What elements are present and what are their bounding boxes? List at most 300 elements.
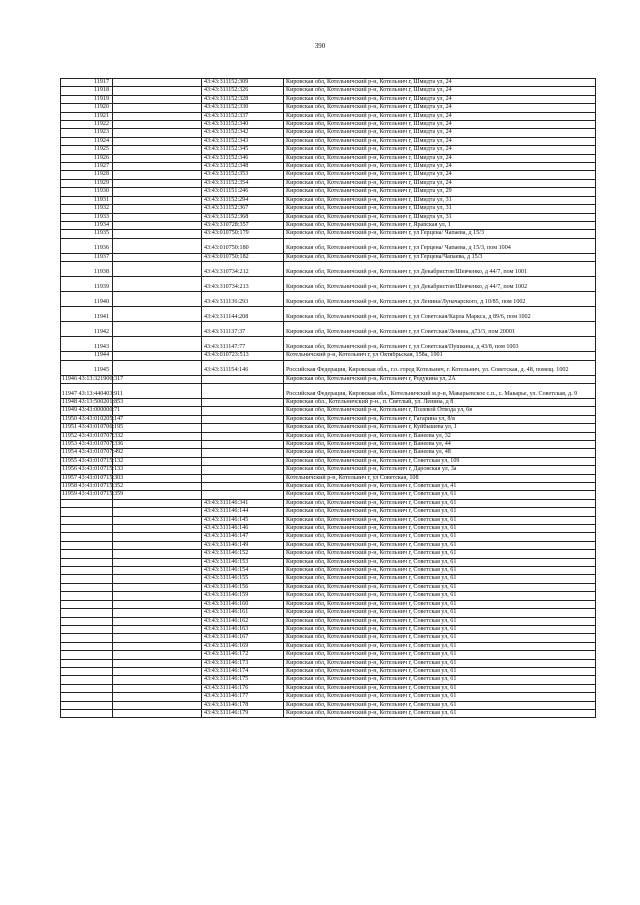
table-row: [61, 352, 596, 360]
table-cell-n: 11941: [61, 307, 113, 322]
table-cell-addr: Кировская обл, Котельничский р-н, Котельнич г, ул Герцена/Чапаева, д 15/3: [284, 253, 596, 261]
table-cell-a: [113, 352, 202, 360]
table-cell-b: 43:43:311152:337: [202, 112, 284, 120]
table-cell-a: [113, 337, 202, 352]
table-cell-n: 11935: [61, 230, 113, 238]
table-cell-b: 43:43:311146:175: [202, 676, 284, 684]
table-row: [61, 137, 596, 145]
table-cell-b: 43:43:010723:513: [202, 352, 284, 360]
table-cell-addr: Кировская обл, Котельничский р-н, Котельнич г, ул Советская/Карла Маркса, д 89/6, пом 1002: [284, 307, 596, 322]
table-cell-b: 43:43:010750:182: [202, 253, 284, 261]
table-cell-a: [113, 609, 202, 617]
table-cell-addr: Кировская обл, Котельничский р-н, Котельнич г, Шмидта ул, 24: [284, 146, 596, 154]
table-cell-addr: Кировская обл, Котельничский р-н, Котельнич г, Куйбышева ул, 1: [284, 424, 596, 432]
table-cell-a: [113, 567, 202, 575]
table-cell-a: [113, 541, 202, 549]
table-row: [61, 667, 596, 675]
table-cell-b: 43:43:311136:293: [202, 292, 284, 307]
table-cell-addr: Кировская обл, Котельничский р-н, Котельнич г, Советская ул, 61: [284, 525, 596, 533]
table-cell-n: [61, 659, 113, 667]
table-cell-b: [202, 375, 284, 383]
table-cell-n: 11954 43:43:010707:492: [62, 449, 124, 456]
table-cell-addr: Котельничский р-н, Котельнич г, ул Советская, 108: [284, 474, 596, 482]
table-row: [61, 466, 596, 474]
table-cell-addr: Кировская обл, Котельничский р-н, Котельнич г, Советская ул, 41: [284, 483, 596, 491]
table-cell-n: [61, 709, 113, 717]
table-row: [61, 205, 596, 213]
table-cell-b: [202, 383, 284, 398]
table-row: [61, 307, 596, 322]
table-row: [61, 221, 596, 229]
table-cell-addr: Кировская обл, Котельничский р-н, Котельнич г, Советская ул, 61: [284, 667, 596, 675]
table-cell-b: 43:43:311152:326: [202, 87, 284, 95]
table-cell-a: [113, 87, 202, 95]
table-cell-addr: Кировская обл, Котельничский р-н, Котельнич г, Советская ул, 61: [284, 693, 596, 701]
table-cell-a: [113, 277, 202, 292]
table-row: [61, 262, 596, 277]
table-cell-b: 43:43:311146:160: [202, 600, 284, 608]
table-cell-b: 43:43:311146:147: [202, 533, 284, 541]
table-cell-a: [113, 196, 202, 204]
table-cell-addr: Кировская обл, Котельничский р-н, Котельнич г, Шмидта ул, 24: [284, 129, 596, 137]
table-cell-addr: Кировская обл, Котельничский р-н, Котельнич г, Советская ул, 61: [284, 491, 596, 499]
table-cell-n: [61, 701, 113, 709]
table-cell-addr: Кировская обл, Котельничский р-н, Котельнич г, ул Декабристов/Шевченко, д 44/7, пом 1001: [284, 262, 596, 277]
table-cell-b: 43:43:311146:173: [202, 659, 284, 667]
table-cell-n: 11944: [61, 352, 113, 360]
table-cell-a: [113, 179, 202, 187]
table-row: [61, 449, 596, 457]
table-cell-a: [113, 238, 202, 253]
table-cell-n: [61, 651, 113, 659]
table-cell-a: [113, 625, 202, 633]
table-cell-a: [113, 104, 202, 112]
table-cell-b: 43:43:311146:149: [202, 541, 284, 549]
table-row: [61, 322, 596, 337]
table-cell-addr: Кировская обл, Котельничский р-н, Котельнич г, ул Советская/Ленина, д73/3, пом 20001: [284, 322, 596, 337]
table-cell-n: 11921: [61, 112, 113, 120]
table-cell-b: 43:43:311146:163: [202, 625, 284, 633]
table-cell-n: 11924: [61, 137, 113, 145]
table-cell-b: 43:43:311144:208: [202, 307, 284, 322]
table-row: [61, 474, 596, 482]
table-cell-addr: Кировская обл, Котельничский р-н, Котельнич г, Советская ул, 61: [284, 541, 596, 549]
table-cell-a: [113, 322, 202, 337]
table-cell-b: 43:43:311146:167: [202, 634, 284, 642]
table-cell-addr: Кировская обл, Котельничский р-н, Котельнич г, Советская ул, 61: [284, 651, 596, 659]
table-cell-n: 11918: [61, 87, 113, 95]
table-row: [61, 213, 596, 221]
table-cell-n: [61, 533, 113, 541]
table-cell-n: 11957 43:43:010715:303: [62, 474, 124, 481]
table-cell-n: 11939: [61, 277, 113, 292]
table-cell-b: 43:43:311146:179: [202, 709, 284, 717]
table-row: [61, 558, 596, 566]
table-row: [61, 483, 596, 491]
table-cell-b: 43:43:311146:341: [202, 499, 284, 507]
table-cell-addr: Кировская обл, Котельничский р-н, Котельнич г, ул Ленина/Луначарского, д 10/85, пом 1002: [284, 292, 596, 307]
table-cell-n: [61, 600, 113, 608]
table-row: [61, 95, 596, 103]
table-cell-b: 43:43:311154:146: [202, 360, 284, 375]
table-cell-addr: Кировская обл, Котельничский р-н, Котельнич г, Шмидта ул, 24: [284, 171, 596, 179]
table-cell-addr: Кировская обл, Котельничский р-н, Котельнич г, Советская ул, 61: [284, 550, 596, 558]
table-cell-n: 11933: [61, 213, 113, 221]
table-cell-b: 43:43:311146:155: [202, 575, 284, 583]
table-row: [61, 693, 596, 701]
table-cell-addr: Кировская обл, Котельничский р-н, Котельнич г, Советская ул, 109: [284, 457, 596, 465]
table-row: [61, 533, 596, 541]
table-cell-b: 43:43:011151:246: [202, 188, 284, 196]
table-cell-b: [202, 440, 284, 448]
table-cell-b: 43:43:010750:179: [202, 230, 284, 238]
table-cell-addr: Кировская обл, Котельничский р-н, Котельнич г, Советская ул, 61: [284, 659, 596, 667]
table-cell-n: [61, 634, 113, 642]
table-cell-n: [61, 550, 113, 558]
table-cell-b: 43:43:010750:180: [202, 238, 284, 253]
table-cell-n: 11920: [61, 104, 113, 112]
table-cell-b: 43:43:311152:354: [202, 179, 284, 187]
table-cell-a: [113, 253, 202, 261]
table-cell-b: [202, 474, 284, 482]
table-cell-n: 11945: [61, 360, 113, 375]
table-cell-b: 43:43:311152:346: [202, 154, 284, 162]
table-cell-n: 11948 43:13:500201:853: [62, 398, 124, 405]
table-row: [61, 499, 596, 507]
table-row: [61, 292, 596, 307]
table-row: [61, 196, 596, 204]
table-cell-n: [61, 558, 113, 566]
table-cell-b: 43:43:311146:177: [202, 693, 284, 701]
table-cell-a: [113, 693, 202, 701]
table-cell-addr: Кировская обл, Котельничский р-н, Котельнич г, Советская ул, 61: [284, 575, 596, 583]
table-cell-b: 43:43:311146:146: [202, 525, 284, 533]
table-cell-a: [113, 592, 202, 600]
table-cell-n: 11949 43:43:000000:71: [62, 407, 121, 414]
table-row: [61, 337, 596, 352]
table-cell-b: 43:43:311146:153: [202, 558, 284, 566]
table-cell-n: 11925: [61, 146, 113, 154]
table-cell-addr: Кировская обл, Котельничский р-н, Котельнич г, Советская ул, 61: [284, 609, 596, 617]
table-cell-addr: Кировская обл, Котельничский р-н, Котельнич г, Советская ул, 61: [284, 642, 596, 650]
table-cell-addr: Кировская обл, Котельничский р-н, Котельнич г, Советская ул, 61: [284, 617, 596, 625]
table-row: [61, 179, 596, 187]
table-cell-n: 11919: [61, 95, 113, 103]
table-cell-n: [61, 541, 113, 549]
table-row: [61, 121, 596, 129]
table-row: [61, 457, 596, 465]
table-cell-addr: Кировская обл, Котельничский р-н, Котельнич г, Советская ул, 61: [284, 600, 596, 608]
table-cell-b: 43:43:311146:156: [202, 583, 284, 591]
table-cell-n: 11959 43:43:010715:359: [62, 491, 124, 498]
table-cell-addr: Кировская обл, Котельничский р-н, Котельнич г, Шмидта ул, 29: [284, 188, 596, 196]
table-cell-addr: Кировская обл, Котельничский р-н, Котельнич г, Советская ул, 61: [284, 558, 596, 566]
table-cell-b: 43:43:311147:77: [202, 337, 284, 352]
table-cell-n: 11950 43:43:010205:147: [62, 415, 124, 422]
table-cell-addr: Кировская обл, Котельничский р-н, Котельнич г, Родукина ул, 2А: [284, 375, 596, 383]
table-cell-addr: Кировская обл, Котельничский р-н, Котельнич г, ул Советская/Пушкина, д 43/8, пом 1003: [284, 337, 596, 352]
table-cell-a: [113, 121, 202, 129]
table-row: [61, 432, 596, 440]
table-row: [61, 516, 596, 524]
table-cell-a: [113, 375, 202, 383]
table-cell-a: [113, 154, 202, 162]
table-cell-b: 43:43:311146:154: [202, 567, 284, 575]
table-cell-b: 43:43:311146:176: [202, 684, 284, 692]
table-cell-a: [113, 398, 202, 406]
table-cell-n: 11929: [61, 179, 113, 187]
table-row: [61, 112, 596, 120]
table-cell-a: [113, 583, 202, 591]
table-cell-addr: Кировская обл, Котельничский р-н, Котельнич г, Шмидта ул, 24: [284, 79, 596, 87]
table-row: [61, 129, 596, 137]
table-cell-a: [113, 667, 202, 675]
table-row: [61, 491, 596, 499]
table-cell-b: [202, 424, 284, 432]
table-cell-b: [202, 491, 284, 499]
table-cell-a: [113, 163, 202, 171]
table-cell-a: [113, 171, 202, 179]
table-cell-n: 11942: [61, 322, 113, 337]
table-cell-a: [113, 575, 202, 583]
table-cell-a: [113, 558, 202, 566]
table-cell-n: 11931: [61, 196, 113, 204]
table-cell-n: [61, 592, 113, 600]
table-cell-addr: Российская Федерация, Кировская обл., Котельничский м.р-н, Макарьевское с.п., с. Макарье, ул. Советская, д. 9: [284, 383, 596, 398]
table-row: [61, 154, 596, 162]
table-row: [61, 79, 596, 87]
table-cell-n: [61, 625, 113, 633]
table-cell-addr: Кировская обл, Котельничский р-н, Котельнич г, ул Герцена/ Чапаева, д 15/3: [284, 230, 596, 238]
table-row: [61, 525, 596, 533]
table-row: [61, 146, 596, 154]
table-cell-addr: Кировская обл, Котельничский р-н, Котельнич г, ул Декабристов/Шевченко, д 44/7, пом 1002: [284, 277, 596, 292]
table-cell-b: 43:43:311146:159: [202, 592, 284, 600]
table-cell-a: [113, 457, 202, 465]
table-cell-addr: Кировская обл., Котельничский р-н., п. Светлый, ул. Ленина, д 8: [284, 398, 596, 406]
table-cell-n: 11927: [61, 163, 113, 171]
table-cell-n: [61, 676, 113, 684]
table-row: [61, 407, 596, 415]
table-cell-b: [202, 466, 284, 474]
table-cell-addr: Кировская обл, Котельничский р-н, Котельнич г, Советская ул, 61: [284, 709, 596, 717]
table-cell-a: [113, 137, 202, 145]
table-cell-addr: Кировская обл, Котельничский р-н, Котельнич г, Шмидта ул, 24: [284, 87, 596, 95]
table-row: [61, 104, 596, 112]
table-cell-a: [113, 491, 202, 499]
registry-table-body: [61, 79, 596, 718]
table-cell-a: [113, 533, 202, 541]
table-row: [61, 600, 596, 608]
table-cell-addr: Кировская обл, Котельничский р-н, Котельнич г, Шмидта ул, 24: [284, 121, 596, 129]
table-cell-b: [202, 483, 284, 491]
table-cell-a: [113, 440, 202, 448]
table-row: [61, 617, 596, 625]
table-cell-addr: Кировская обл, Котельничский р-н, Котельнич г, Шмидта ул, 24: [284, 179, 596, 187]
table-cell-b: 43:43:311146:161: [202, 609, 284, 617]
table-cell-addr: Кировская обл, Котельничский р-н, Котельнич г, Советская ул, 61: [284, 516, 596, 524]
table-row: [61, 609, 596, 617]
table-cell-addr: Кировская обл, Котельничский р-н, Котельнич г, ул Герцена/ Чапаева, д 15/3, пом 1004: [284, 238, 596, 253]
table-row: [61, 398, 596, 406]
table-cell-b: 43:43:310728:357: [202, 221, 284, 229]
table-cell-a: [113, 424, 202, 432]
table-cell-b: [202, 449, 284, 457]
table-cell-addr: Кировская обл, Котельничский р-н, Котельнич г, Шмидта ул, 31: [284, 213, 596, 221]
table-cell-a: [113, 516, 202, 524]
table-row: [61, 360, 596, 375]
page-number: 390: [314, 42, 326, 50]
table-cell-a: [113, 146, 202, 154]
table-cell-a: [113, 709, 202, 717]
table-row: [61, 440, 596, 448]
table-row: [61, 188, 596, 196]
table-cell-a: [113, 508, 202, 516]
table-cell-a: [113, 79, 202, 87]
table-row: [61, 171, 596, 179]
table-cell-a: [113, 634, 202, 642]
table-cell-n: 11936: [61, 238, 113, 253]
table-row: [61, 277, 596, 292]
table-row: [61, 701, 596, 709]
table-cell-a: [113, 617, 202, 625]
table-cell-n: [61, 617, 113, 625]
table-cell-addr: Кировская обл, Котельничский р-н, Котельнич г, Ярanская ул, 1: [284, 221, 596, 229]
table-cell-a: [113, 188, 202, 196]
table-cell-a: [113, 466, 202, 474]
table-cell-a: [113, 307, 202, 322]
table-cell-addr: Кировская обл, Котельничский р-н, Котельнич г, Ванеева ул, 48: [284, 449, 596, 457]
table-cell-a: [113, 600, 202, 608]
table-cell-a: [113, 213, 202, 221]
table-cell-addr: Кировская обл, Котельничский р-н, Котельнич г, Советская ул, 61: [284, 684, 596, 692]
table-row: [61, 375, 596, 383]
table-cell-b: 43:43:311152:330: [202, 104, 284, 112]
table-cell-n: [61, 693, 113, 701]
table-cell-addr: Кировская обл, Котельничский р-н, Котельнич г, Шмидта ул, 24: [284, 137, 596, 145]
table-cell-n: 11923: [61, 129, 113, 137]
table-cell-a: [113, 449, 202, 457]
table-row: [61, 87, 596, 95]
table-cell-addr: Кировская обл, Котельничский р-н, Котельнич г, Советская ул, 61: [284, 676, 596, 684]
table-cell-addr: Кировская обл, Котельничский р-н, Котельнич г, Шмидта ул, 24: [284, 104, 596, 112]
table-cell-n: 11928: [61, 171, 113, 179]
table-cell-n: 11932: [61, 205, 113, 213]
table-cell-addr: Кировская обл, Котельничский р-н, Котельнич г, Советская ул, 61: [284, 533, 596, 541]
table-cell-n: 11947 43:13:440403:911: [61, 383, 113, 398]
table-cell-n: [61, 667, 113, 675]
table-cell-b: 43:43:311146:162: [202, 617, 284, 625]
registry-table: [60, 78, 596, 718]
table-row: [61, 424, 596, 432]
table-cell-addr: Кировская обл, Котельничский р-н, Котельнич г, Шмидта ул, 24: [284, 95, 596, 103]
table-cell-a: [113, 701, 202, 709]
table-cell-a: [113, 95, 202, 103]
table-cell-addr: Кировская обл, Котельничский р-н, Котельнич г, Гагарина ул, 8/в: [284, 415, 596, 423]
table-cell-a: [113, 407, 202, 415]
table-cell-addr: Кировская обл, Котельничский р-н, Котельнич г, Ванеева ул, 44: [284, 440, 596, 448]
table-cell-a: [113, 659, 202, 667]
table-cell-n: 11953 43:43:010707:336: [62, 440, 124, 447]
table-cell-b: 43:43:311152:343: [202, 137, 284, 145]
table-cell-b: 43:43:311146:169: [202, 642, 284, 650]
table-cell-n: 11934: [61, 221, 113, 229]
table-cell-b: 43:43:311137:37: [202, 322, 284, 337]
table-cell-n: 11946 43:13:321906:317: [62, 375, 124, 382]
table-cell-b: [202, 457, 284, 465]
table-cell-addr: Кировская обл, Котельничский р-н, Котельнич г, Советская ул, 61: [284, 634, 596, 642]
table-row: [61, 383, 596, 398]
table-cell-n: [61, 642, 113, 650]
table-row: [61, 592, 596, 600]
table-cell-a: [113, 432, 202, 440]
table-cell-b: [202, 407, 284, 415]
table-cell-addr: Кировская обл, Котельничский р-н, Котельнич г, Советская ул, 61: [284, 567, 596, 575]
table-cell-b: 43:43:311152:294: [202, 196, 284, 204]
table-cell-a: [113, 474, 202, 482]
table-cell-a: [113, 230, 202, 238]
table-cell-addr: Кировская обл, Котельничский р-н, Котельнич г, Шмидта ул, 31: [284, 196, 596, 204]
table-row: [61, 230, 596, 238]
table-cell-a: [113, 651, 202, 659]
table-cell-n: 11917: [61, 79, 113, 87]
table-row: [61, 541, 596, 549]
table-cell-n: 11943: [61, 337, 113, 352]
table-row: [61, 415, 596, 423]
table-cell-n: 11955 43:43:010715:132: [62, 457, 124, 464]
table-cell-n: [61, 583, 113, 591]
table-cell-b: 43:43:310734:213: [202, 277, 284, 292]
table-row: [61, 253, 596, 261]
table-cell-b: 43:43:311146:174: [202, 667, 284, 675]
table-cell-b: 43:43:310734:212: [202, 262, 284, 277]
table-cell-addr: Кировская обл, Котельничский р-н, Котельнич г, Ванеева ул, 32: [284, 432, 596, 440]
table-cell-addr: Кировская обл, Котельничский р-н, Котельнич г, Даровская ул, 3а: [284, 466, 596, 474]
table-row: [61, 642, 596, 650]
table-cell-a: [113, 499, 202, 507]
table-row: [61, 550, 596, 558]
table-cell-b: 43:43:311152:340: [202, 121, 284, 129]
table-cell-b: 43:43:311152:368: [202, 213, 284, 221]
table-cell-b: 43:43:311152:309: [202, 79, 284, 87]
table-cell-addr: Кировская обл, Котельничский р-н, Котельнич г, Советская ул, 61: [284, 499, 596, 507]
table-cell-n: 11940: [61, 292, 113, 307]
table-cell-n: [61, 508, 113, 516]
table-cell-a: [113, 292, 202, 307]
table-row: [61, 659, 596, 667]
table-cell-b: 43:43:311152:342: [202, 129, 284, 137]
table-cell-a: [113, 383, 202, 398]
table-cell-n: [61, 499, 113, 507]
table-cell-a: [113, 642, 202, 650]
table-cell-b: 43:43:311146:144: [202, 508, 284, 516]
table-cell-n: 11922: [61, 121, 113, 129]
table-row: [61, 709, 596, 717]
table-row: [61, 583, 596, 591]
table-cell-a: [113, 360, 202, 375]
table-row: [61, 163, 596, 171]
table-row: [61, 684, 596, 692]
table-cell-addr: Кировская обл, Котельничский р-н, Котельнич г, Советская ул, 61: [284, 583, 596, 591]
table-row: [61, 625, 596, 633]
table-cell-a: [113, 684, 202, 692]
table-cell-b: [202, 432, 284, 440]
table-cell-addr: Кировская обл, Котельничский р-н, Котельнич г, Полевой Отвода ул, 6в: [284, 407, 596, 415]
table-cell-addr: Кировская обл, Котельничский р-н, Котельнич г, Шмидта ул, 24: [284, 163, 596, 171]
table-row: [61, 676, 596, 684]
table-cell-addr: Кировская обл, Котельничский р-н, Котельнич г, Советская ул, 61: [284, 508, 596, 516]
table-cell-addr: Котельничский р-н, Котельнич г, ул Октябрьская, 158а, 1001: [284, 352, 596, 360]
